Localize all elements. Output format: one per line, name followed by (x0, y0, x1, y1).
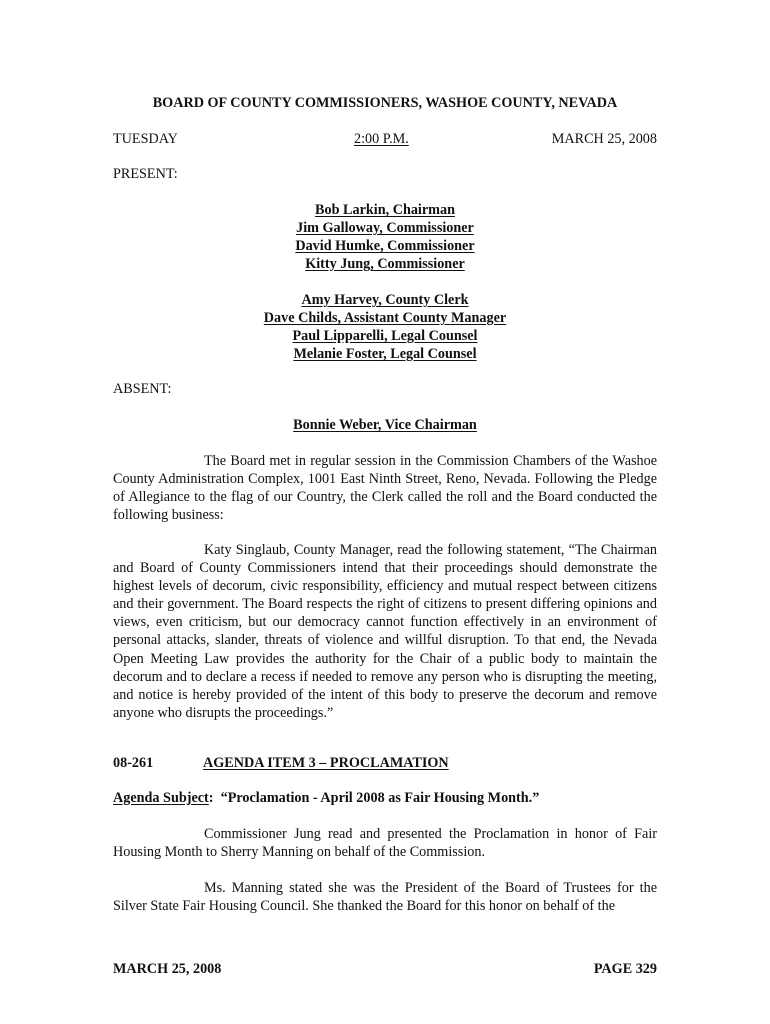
agenda-item-number: 08-261 (113, 755, 154, 771)
attendee-name: Kitty Jung, Commissioner (305, 256, 465, 272)
document-title: BOARD OF COUNTY COMMISSIONERS, WASHOE COUNTY, NEVADA (152, 95, 618, 111)
agenda-subject-text: “Proclamation - April 2008 as Fair Housing Month.” (220, 790, 540, 806)
absent-list (113, 416, 657, 434)
attendee-name: Amy Harvey, County Clerk (301, 292, 469, 308)
agenda-item-title: AGENDA ITEM 3 – PROCLAMATION (203, 755, 449, 771)
attendee-name: Melanie Foster, Legal Counsel (293, 346, 477, 362)
session-paragraph: The Board met in regular session in the Commission Chambers of the Washoe County Administration Complex, 1001 East Ninth Street, Reno, Nevada. Following the Pledge of Allegiance to the flag of our Country, the Clerk called the roll and the Board conducted the following business: (113, 453, 657, 524)
present-label: PRESENT: (113, 166, 178, 182)
page-number: PAGE 329 (593, 961, 657, 977)
manager-statement-paragraph: Katy Singlaub, County Manager, read the following statement, “The Chairman and Board of County Commissioners intend that their proceedings should demonstrate the highest levels of decorum, civic responsibility, efficiency and mutual respect between citizens and their government. The Board respects the right of citizens to present differing opinions and views, even criticism, but our democracy cannot function effectively in an environment of personal attacks, slander, threats of violence and willful disruption. To that end, the Nevada Open Meeting Law provides the authority for the Chair of a public body to maintain the decorum and to declare a recess if needed to remove any person who is disrupting the meeting, and notice is hereby provided of the intent of this body to preserve the decorum and remove anyone who disrupts the proceedings.” (113, 542, 657, 721)
agenda-subject-label: Agenda Subject (113, 790, 209, 806)
meeting-day: TUESDAY (113, 131, 178, 147)
attendee-name: David Humke, Commissioner (295, 238, 475, 254)
footer-date: MARCH 25, 2008 (113, 961, 222, 977)
agenda-subject-separator: : (208, 790, 214, 806)
manning-paragraph: Ms. Manning stated she was the President of the Board of Trustees for the Silver State Fair Housing Council. She thanked the Board for this honor on behalf of the (113, 880, 657, 915)
absent-member: Bonnie Weber, Vice Chairman (293, 417, 477, 433)
commissioners-list (113, 201, 657, 273)
attendee-name: Bob Larkin, Chairman (315, 202, 455, 218)
attendee-name: Paul Lipparelli, Legal Counsel (292, 328, 478, 344)
meeting-date: MARCH 25, 2008 (551, 131, 657, 147)
staff-list (113, 291, 657, 363)
proclamation-paragraph: Commissioner Jung read and presented the Proclamation in honor of Fair Housing Month to Sherry Manning on behalf of the Commission. (113, 826, 657, 861)
attendee-name: Dave Childs, Assistant County Manager (263, 310, 507, 326)
agenda-subject (113, 790, 539, 807)
absent-label: ABSENT: (113, 381, 172, 397)
attendee-name: Jim Galloway, Commissioner (296, 220, 474, 236)
meeting-time: 2:00 P.M. (354, 131, 409, 147)
